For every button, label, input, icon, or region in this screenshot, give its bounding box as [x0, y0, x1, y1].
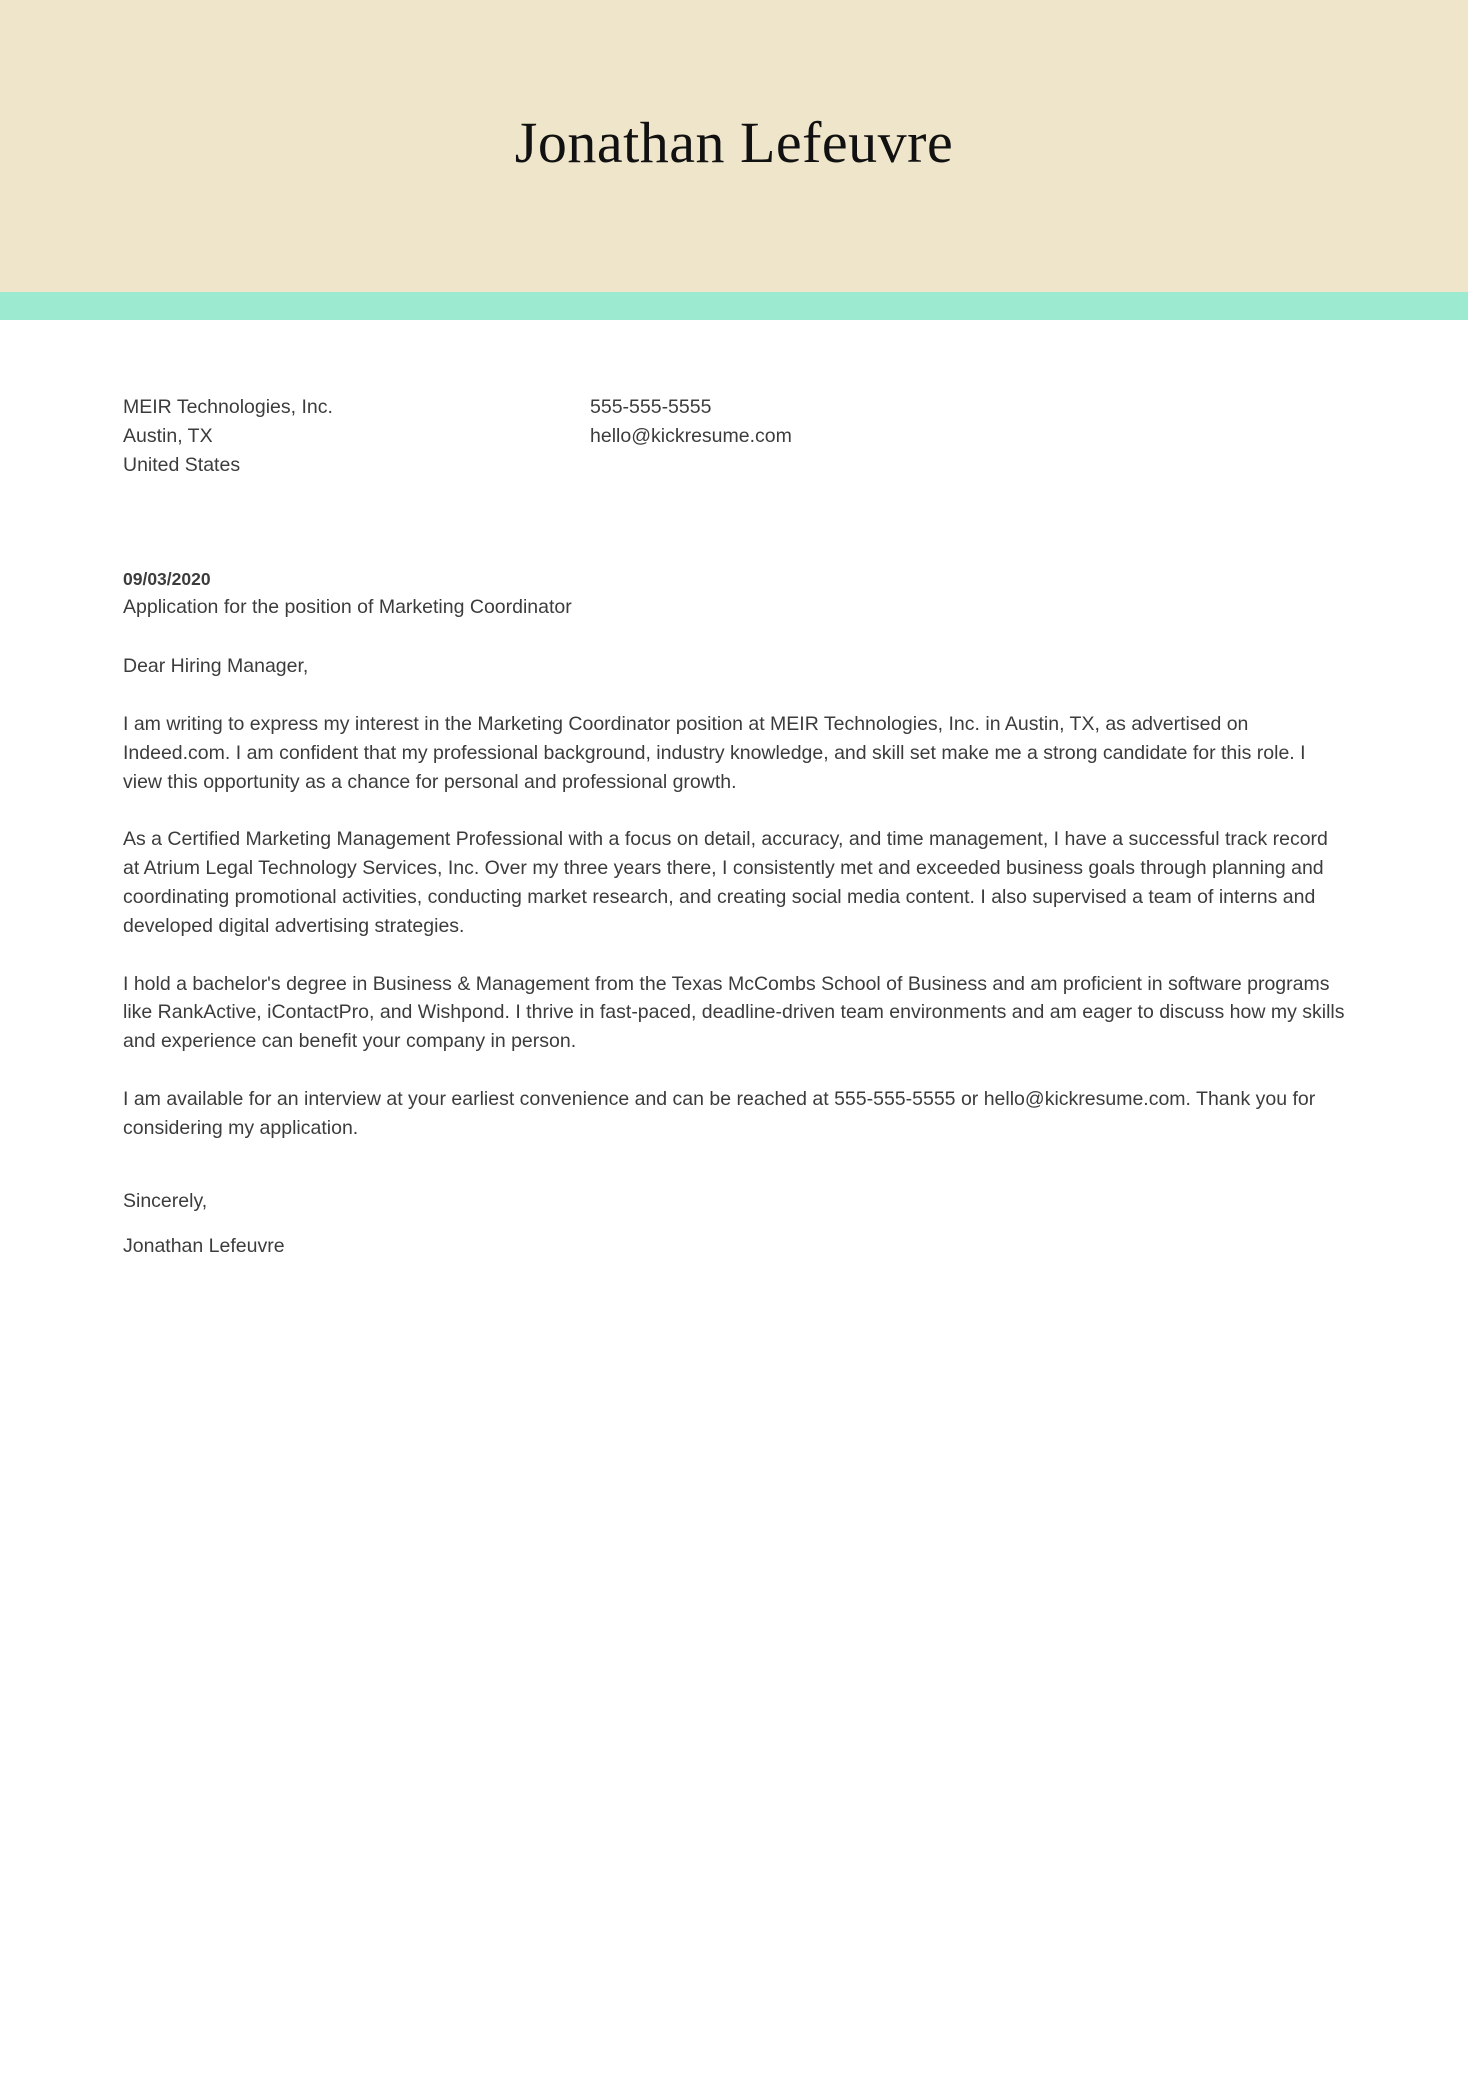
letter-paragraph: I hold a bachelor's degree in Business & Management from the Texas McCombs School of Business and am proficient in software programs like RankActive, iContactPro, and Wishpond. I thrive in fast-paced, deadline-driven team environments and am eager to discuss how my skills and experience can benefit your company in person.	[123, 972, 1345, 1053]
letter-paragraph: I am available for an interview at your earliest convenience and can be reached at 555-555-5555 or hello@kickresume.com. Thank you for considering my application.	[123, 1087, 1316, 1139]
letter-meta-block	[123, 480, 1345, 622]
letter-closing: Sincerely,	[123, 1189, 208, 1212]
letter-subject-line: Application for the position of Marketing Coordinator	[123, 596, 572, 618]
letter-date: 09/03/2020	[123, 569, 211, 589]
applicant-name: Jonathan Lefeuvre	[514, 110, 954, 175]
letter-paragraphs	[123, 681, 1345, 1143]
letter-paragraph: As a Certified Marketing Management Professional with a focus on detail, accuracy, and time management, I have a successful track record at Atrium Legal Technology Services, Inc. Over my three years there, I consistently met and exceeded business goals through planning and coordinating promotional activities, conducting market research, and creating social media content. I also supervised a team of interns and developed digital advertising strategies.	[123, 828, 1328, 937]
recipient-city-state: Austin, TX	[123, 425, 213, 447]
letter-header-band	[0, 0, 1468, 292]
letter-body	[0, 320, 1468, 1261]
sender-contact-info	[590, 393, 1345, 480]
letter-salutation: Dear Hiring Manager,	[123, 655, 309, 677]
accent-divider-bar	[0, 292, 1468, 320]
sender-phone: 555-555-5555	[590, 396, 712, 418]
contact-block	[123, 320, 1345, 480]
recipient-address	[123, 393, 590, 480]
sender-email[interactable]: hello@kickresume.com	[590, 425, 792, 447]
recipient-company: MEIR Technologies, Inc.	[123, 396, 333, 418]
letter-signature: Jonathan Lefeuvre	[123, 1234, 285, 1257]
recipient-country: United States	[123, 454, 241, 476]
letter-paragraph: I am writing to express my interest in the Marketing Coordinator position at MEIR Technologies, Inc. in Austin, TX, as advertised on Indeed.com. I am confident that my professional background, industry knowledge, and skill set make me a strong candidate for this role. I view this opportunity as a chance for personal and professional growth.	[123, 713, 1306, 793]
